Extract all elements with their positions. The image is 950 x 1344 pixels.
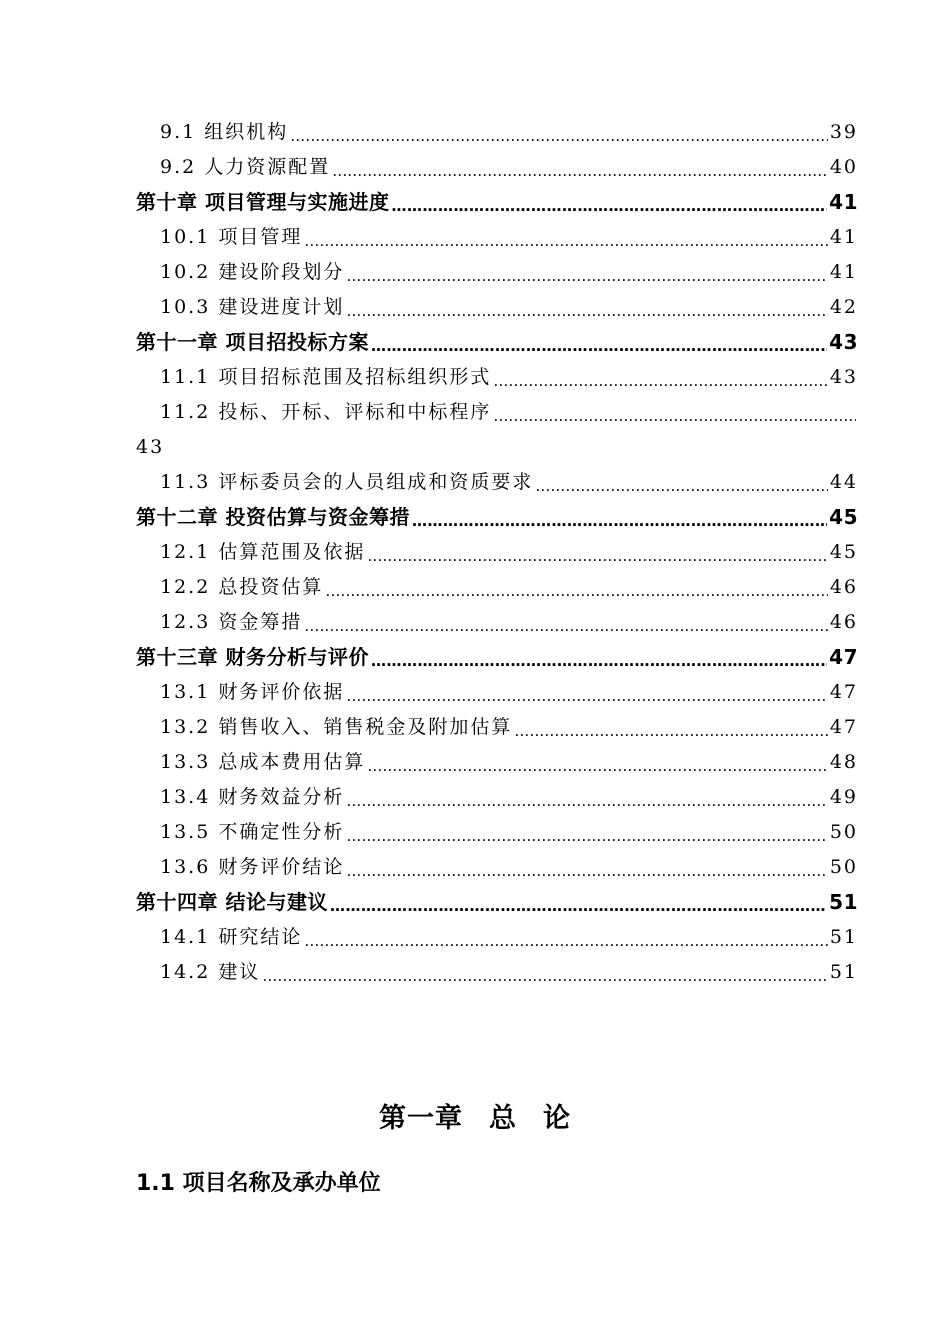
toc-chapter-entry[interactable] xyxy=(136,885,858,920)
toc-page-number: 49 xyxy=(829,786,858,808)
toc-entry-label: 12.2 总投资估算 xyxy=(160,576,324,598)
toc-dot-leader xyxy=(493,360,827,395)
toc-dot-leader xyxy=(304,605,827,640)
toc-chapter-entry[interactable] xyxy=(136,500,858,535)
toc-entry-label: 14.2 建议 xyxy=(160,961,261,983)
toc-chapter-entry[interactable] xyxy=(136,325,858,360)
toc-page-number: 51 xyxy=(829,890,858,914)
toc-section-entry[interactable] xyxy=(136,815,858,850)
toc-entry-label: 第十四章 结论与建议 xyxy=(136,890,328,914)
toc-page-number: 40 xyxy=(829,156,858,178)
toc-entry-label: 13.3 总成本费用估算 xyxy=(160,751,366,773)
toc-page-number: 43 xyxy=(829,366,858,388)
toc-page-number: 47 xyxy=(829,645,858,669)
table-of-contents xyxy=(136,115,858,990)
toc-entry-label: 第十章 项目管理与实施进度 xyxy=(136,190,390,214)
toc-section-entry[interactable] xyxy=(136,955,858,990)
toc-page-number: 50 xyxy=(829,821,858,843)
chapter-heading xyxy=(0,1096,950,1135)
toc-chapter-entry[interactable] xyxy=(136,185,858,220)
toc-entry-label: 10.1 项目管理 xyxy=(160,226,303,248)
toc-entry-label: 9.1 组织机构 xyxy=(160,121,289,143)
toc-dot-leader xyxy=(346,290,827,325)
toc-page-number: 41 xyxy=(829,190,858,214)
toc-entry-label: 第十二章 投资估算与资金筹措 xyxy=(136,505,410,529)
toc-page-number: 46 xyxy=(829,576,858,598)
toc-section-entry[interactable] xyxy=(136,535,858,570)
toc-page-number: 45 xyxy=(829,505,858,529)
toc-section-entry[interactable] xyxy=(136,395,858,430)
toc-dot-leader xyxy=(304,920,827,955)
toc-entry-label: 13.5 不确定性分析 xyxy=(160,821,345,843)
toc-entry-label: 13.4 财务效益分析 xyxy=(160,786,345,808)
toc-page-number: 48 xyxy=(829,751,858,773)
toc-dot-leader xyxy=(325,570,827,605)
toc-dot-leader xyxy=(535,465,827,500)
toc-dot-leader xyxy=(262,955,827,990)
section-heading: 1.1 项目名称及承办单位 xyxy=(136,1171,381,1196)
toc-section-entry[interactable] xyxy=(136,465,858,500)
toc-entry-label: 第十一章 项目招投标方案 xyxy=(136,330,369,354)
toc-page-number: 41 xyxy=(829,261,858,283)
toc-section-entry[interactable] xyxy=(136,675,858,710)
toc-section-entry[interactable] xyxy=(136,115,858,150)
toc-page-number: 44 xyxy=(829,471,858,493)
toc-dot-leader xyxy=(346,850,827,885)
toc-section-entry[interactable] xyxy=(136,605,858,640)
toc-dot-leader xyxy=(371,325,827,360)
toc-entry-label: 13.6 财务评价结论 xyxy=(160,856,345,878)
toc-dot-leader xyxy=(346,675,827,710)
toc-dot-leader xyxy=(514,710,827,745)
toc-entry-label: 14.1 研究结论 xyxy=(160,926,303,948)
toc-page-number: 46 xyxy=(829,611,858,633)
toc-dot-leader xyxy=(367,745,827,780)
toc-section-entry[interactable] xyxy=(136,745,858,780)
toc-page-number: 47 xyxy=(829,716,858,738)
chapter-number: 第一章 xyxy=(379,1103,463,1134)
toc-page-number: 45 xyxy=(829,541,858,563)
toc-page-number: 43 xyxy=(829,330,858,354)
toc-entry-label: 10.2 建设阶段划分 xyxy=(160,261,345,283)
toc-entry-label: 9.2 人力资源配置 xyxy=(160,156,331,178)
toc-dot-leader xyxy=(367,535,827,570)
toc-section-entry[interactable] xyxy=(136,780,858,815)
toc-dot-leader xyxy=(493,395,856,430)
toc-page-number: 51 xyxy=(829,926,858,948)
toc-entry-label: 12.3 资金筹措 xyxy=(160,611,303,633)
toc-section-entry[interactable] xyxy=(136,850,858,885)
toc-chapter-entry[interactable] xyxy=(136,640,858,675)
toc-dot-leader xyxy=(290,115,828,150)
toc-dot-leader xyxy=(346,780,827,815)
toc-section-entry[interactable] xyxy=(136,710,858,745)
toc-section-entry[interactable] xyxy=(136,360,858,395)
toc-dot-leader xyxy=(330,885,827,920)
toc-page-number: 42 xyxy=(829,296,858,318)
chapter-title-char-2: 论 xyxy=(543,1103,571,1134)
toc-section-entry[interactable] xyxy=(136,220,858,255)
toc-page-number: 47 xyxy=(829,681,858,703)
toc-section-entry[interactable] xyxy=(136,255,858,290)
toc-dot-leader xyxy=(391,185,827,220)
toc-dot-leader xyxy=(346,255,827,290)
toc-page-number: 39 xyxy=(829,121,858,143)
toc-dot-leader xyxy=(332,150,828,185)
toc-entry-label: 第十三章 财务分析与评价 xyxy=(136,645,369,669)
toc-dot-leader xyxy=(412,500,827,535)
toc-dot-leader xyxy=(346,815,827,850)
toc-dot-leader xyxy=(304,220,827,255)
toc-page-number: 43 xyxy=(136,436,165,458)
toc-entry-label: 11.1 项目招标范围及招标组织形式 xyxy=(160,366,492,388)
toc-page-number: 41 xyxy=(829,226,858,248)
toc-section-entry[interactable] xyxy=(136,150,858,185)
toc-section-entry[interactable] xyxy=(136,920,858,955)
toc-entry-label: 11.3 评标委员会的人员组成和资质要求 xyxy=(160,471,534,493)
toc-section-entry[interactable] xyxy=(136,570,858,605)
toc-page-number: 50 xyxy=(829,856,858,878)
toc-section-entry[interactable] xyxy=(136,290,858,325)
chapter-title-char-1: 总 xyxy=(489,1103,517,1134)
toc-entry-label: 13.1 财务评价依据 xyxy=(160,681,345,703)
toc-page-number: 51 xyxy=(829,961,858,983)
toc-entry-label: 10.3 建设进度计划 xyxy=(160,296,345,318)
toc-entry-label: 11.2 投标、开标、评标和中标程序 xyxy=(160,401,492,423)
toc-dot-leader xyxy=(371,640,827,675)
toc-entry-label: 12.1 估算范围及依据 xyxy=(160,541,366,563)
toc-entry-label: 13.2 销售收入、销售税金及附加估算 xyxy=(160,716,513,738)
